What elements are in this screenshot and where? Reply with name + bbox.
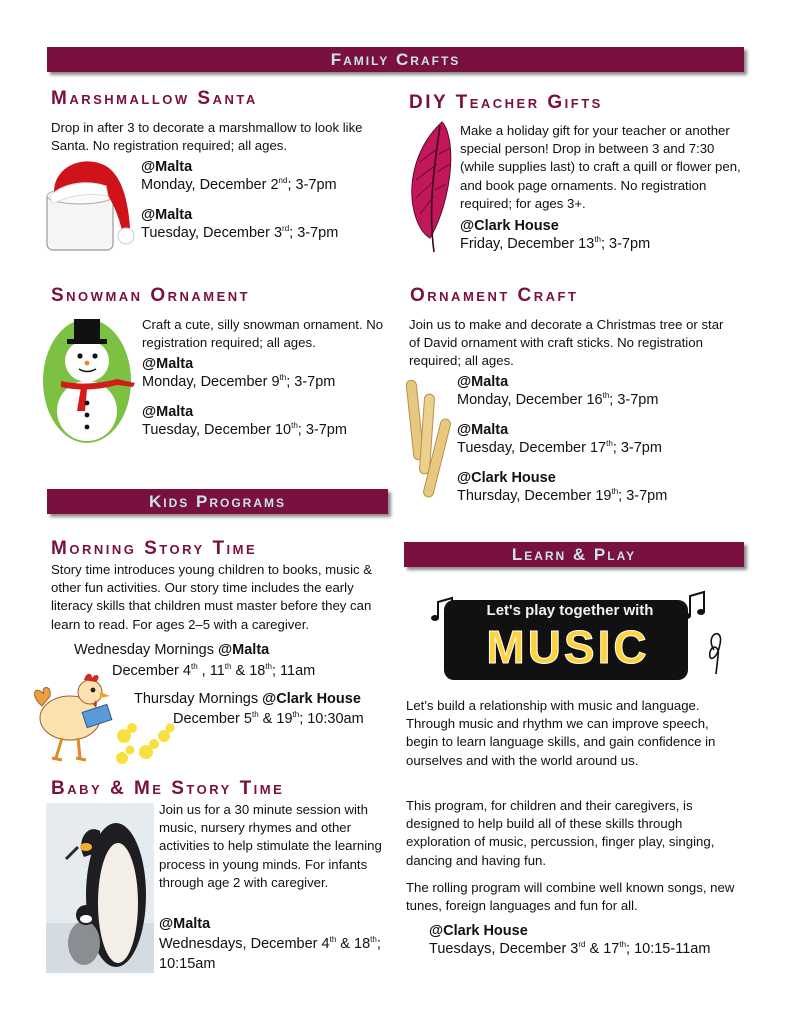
ornament-session-1-date: Monday, December 16th; 3-7pm: [457, 391, 659, 408]
marshmallow-session-1-location: @Malta: [141, 159, 193, 175]
ornament-session-3: [457, 470, 747, 504]
ornament-session-2-date: Tuesday, December 17th; 3-7pm: [457, 439, 662, 456]
marshmallow-session-2-date: Tuesday, December 3rd; 3-7pm: [141, 224, 339, 241]
learn-play-title: Learn & Play: [511, 545, 637, 564]
marshmallow-session-1-date: Monday, December 2nd; 3-7pm: [141, 176, 337, 193]
teacher-gifts-session: [460, 218, 750, 252]
thursday-dates-line: December 5th & 19th; 10:30am: [173, 710, 364, 727]
snowman-ornament-image: [41, 311, 137, 447]
learn-play-paragraph-1: Let's build a relationship with music and language. Through music and rhythm we can improve speech, begin to learn language skills, and gain confidence in ourselves and with the world around us.: [406, 698, 716, 768]
teacher-gifts-location: @Clark House: [460, 218, 559, 234]
marshmallow-session-2-location: @Malta: [141, 207, 193, 223]
marshmallow-session-1: [141, 159, 381, 193]
learn-play-date: Tuesdays, December 3rd & 17th; 10:15-11am: [429, 940, 711, 957]
kids-programs-banner: [47, 489, 388, 514]
baby-me-description: Join us for a 30 minute session with music, nursery rhymes and other activities to help stimulate the learning process in young minds. For infants through age 2 with caregiver.: [159, 802, 382, 890]
learn-play-paragraph-3: The rolling program will combine well known songs, new tunes, foreign languages and fun for all.: [406, 880, 735, 914]
marshmallow-santa-heading: Marshmallow Santa: [51, 88, 258, 109]
baby-me-story-time-heading: Baby & Me Story Time: [51, 778, 285, 799]
morning-story-time-description: Story time introduces young children to books, music & other fun activities. Our story time includes the early literacy skills that children must master before they can learn to read. For ages 2–5 with a caregiver.: [51, 562, 373, 632]
baby-me-date: Wednesdays, December 4th & 18th; 10:15am: [159, 935, 381, 972]
ornament-session-3-location: @Clark House: [457, 470, 556, 486]
wednesday-mornings-line: Wednesday Mornings @Malta: [74, 642, 270, 658]
teacher-gifts-heading: DIY Teacher Gifts: [409, 92, 603, 113]
ornament-session-2-location: @Malta: [457, 422, 509, 438]
snowman-session-1-location: @Malta: [142, 356, 194, 372]
family-crafts-banner: [47, 47, 744, 72]
music-logo-big-text: MUSIC: [486, 621, 650, 673]
music-logo: [428, 590, 728, 682]
snowman-session-2: [142, 404, 382, 438]
ornament-session-3-date: Thursday, December 19th; 3-7pm: [457, 487, 668, 504]
craft-sticks-image: [406, 374, 452, 502]
thursday-mornings-line: Thursday Mornings @Clark House: [134, 691, 361, 707]
learn-play-session: [429, 923, 749, 957]
ornament-session-1: [457, 374, 747, 408]
baby-me-location: @Malta: [159, 916, 211, 932]
learn-play-location: @Clark House: [429, 923, 528, 939]
family-crafts-title: Family Crafts: [330, 50, 461, 69]
snowman-ornament-description: Craft a cute, silly snowman ornament. No registration required; all ages.: [142, 317, 384, 351]
kids-programs-title: Kids Programs: [148, 492, 286, 511]
penguins-photo: [46, 803, 154, 973]
snowman-session-2-location: @Malta: [142, 404, 194, 420]
teacher-gifts-description: Make a holiday gift for your teacher or another special person! Drop in between 3 and 7:30 (while supplies last) to craft a quill or flower pen, and book page ornaments. No registration required; for ages 3+.: [460, 123, 741, 211]
santa-hat-marshmallow-image: [44, 156, 138, 256]
snowman-session-1: [142, 356, 382, 390]
snowman-session-1-date: Monday, December 9th; 3-7pm: [142, 373, 336, 390]
hen-reading-to-chicks-image: [26, 666, 178, 772]
quill-feather-image: [404, 118, 458, 254]
learn-play-banner: [404, 542, 744, 567]
teacher-gifts-date: Friday, December 13th; 3-7pm: [460, 235, 651, 252]
baby-me-session: [159, 916, 387, 974]
learn-play-paragraph-2: This program, for children and their caregivers, is designed to help build all of these skills through exploration of music, percussion, finger play, singing, dancing and having fun.: [406, 798, 715, 868]
snowman-session-2-date: Tuesday, December 10th; 3-7pm: [142, 421, 347, 438]
wednesday-dates-line: December 4th , 11th & 18th; 11am: [112, 662, 316, 679]
morning-story-time-heading: Morning Story Time: [51, 538, 258, 559]
ornament-craft-description: Join us to make and decorate a Christmas tree or star of David ornament with craft sticks. No registration required; all ages.: [409, 317, 724, 369]
music-logo-small-text: Let's play together with: [486, 602, 654, 619]
ornament-session-2: [457, 422, 747, 456]
ornament-craft-heading: Ornament Craft: [410, 285, 579, 306]
marshmallow-santa-description: Drop in after 3 to decorate a marshmallow to look like Santa. No registration required; all ages.: [51, 120, 363, 154]
snowman-ornament-heading: Snowman Ornament: [51, 285, 251, 306]
ornament-session-1-location: @Malta: [457, 374, 509, 390]
marshmallow-session-2: [141, 207, 381, 241]
